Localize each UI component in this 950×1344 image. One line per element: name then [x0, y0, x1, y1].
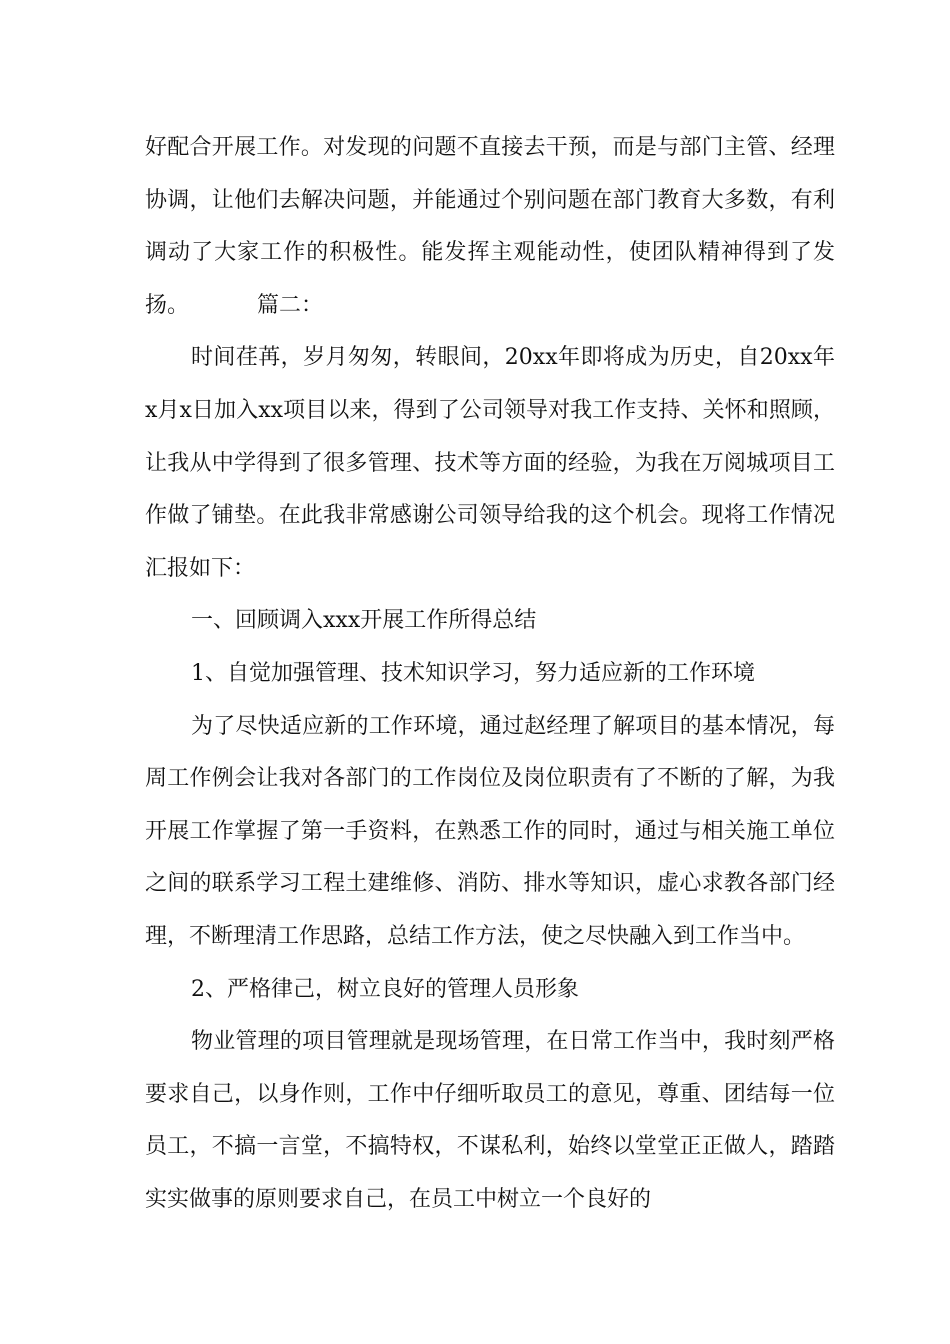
paragraph-continued-text: 好配合开展工作。对发现的问题不直接去干预，而是与部门主管、经理协调，让他们去解决问题，并能通过个别问题在部门教育大多数，有利调动了大家工作的积极性。能发挥主观能动性，使团队精神得到了发扬。 [145, 135, 835, 318]
paragraph-item-1: 为了尽快适应新的工作环境，通过赵经理了解项目的基本情况，每周工作例会让我对各部门的工作岗位及岗位职责有了不断的了解，为我开展工作掌握了第一手资料，在熟悉工作的同时，通过与相关施工单位之间的联系学习工程土建维修、消防、排水等知识，虚心求教各部门经理，不断理清工作思路，总结工作方法，使之尽快融入到工作当中。 [145, 713, 835, 949]
document-body [145, 122, 835, 1226]
heading-item-1: 1、自觉加强管理、技术知识学习，努力适应新的工作环境 [191, 660, 755, 686]
heading-item-2: 2、严格律己，树立良好的管理人员形象 [191, 976, 579, 1002]
section-label-part-two: 篇二： [257, 292, 324, 318]
paragraph-continued [145, 122, 835, 332]
paragraph-intro: 时间荏苒，岁月匆匆，转眼间，20xx年即将成为历史，自20xx年x月x日加入xx项目以来，得到了公司领导对我工作支持、关怀和照顾，让我从中学得到了很多管理、技术等方面的经验，为我在万阅城项目工作做了铺垫。在此我非常感谢公司领导给我的这个机会。现将工作情况汇报如下： [145, 345, 835, 581]
paragraph-item-2: 物业管理的项目管理就是现场管理，在日常工作当中，我时刻严格要求自己，以身作则，工作中仔细听取员工的意见，尊重、团结每一位员工，不搞一言堂，不搞特权，不谋私利，始终以堂堂正正做人，踏踏实实做事的原则要求自己，在员工中树立一个良好的 [145, 1029, 835, 1212]
heading-review: 一、回顾调入xxx开展工作所得总结 [191, 608, 537, 634]
